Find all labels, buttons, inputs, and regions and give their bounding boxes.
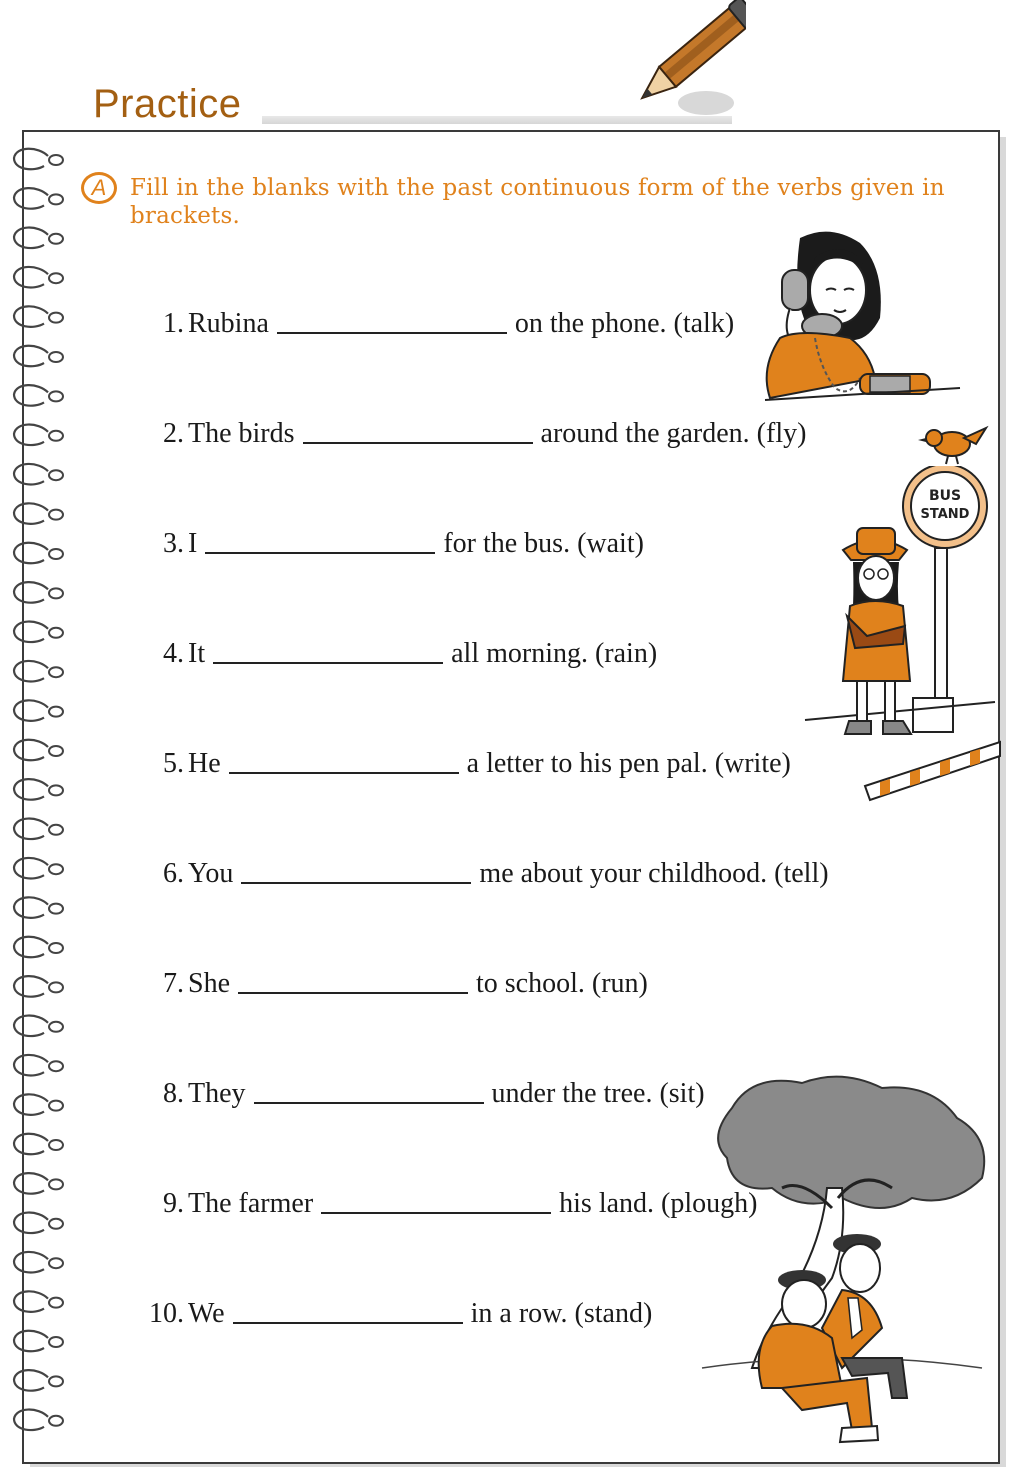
spiral-ring — [14, 188, 63, 209]
exercise-marker: A — [81, 172, 117, 204]
spiral-ring — [14, 1213, 63, 1234]
spiral-ring — [14, 819, 63, 840]
item-text-after: around the garden. (fly) — [540, 418, 807, 449]
spiral-ring — [14, 1331, 63, 1352]
answer-blank[interactable] — [213, 662, 443, 664]
item-text-after: to school. (run) — [476, 968, 648, 999]
answer-blank[interactable] — [205, 552, 435, 554]
answer-blank[interactable] — [229, 772, 459, 774]
spiral-ring — [14, 1055, 63, 1076]
item-text-before: The birds — [188, 418, 295, 449]
spiral-ring — [14, 503, 63, 524]
spiral-ring — [14, 1252, 63, 1273]
spiral-ring — [14, 779, 63, 800]
spiral-ring — [14, 858, 63, 879]
item-text-before: I — [188, 528, 198, 559]
list-item — [128, 1180, 757, 1220]
list-item — [128, 850, 829, 890]
list-item — [128, 1070, 705, 1110]
answer-blank[interactable] — [254, 1102, 484, 1104]
spiral-ring — [14, 1094, 63, 1115]
item-text-before: She — [188, 968, 230, 999]
bus-stand-illustration — [795, 466, 1005, 806]
spiral-ring — [14, 1173, 63, 1194]
item-number: 4. — [163, 638, 184, 669]
pencil-icon — [616, 0, 746, 130]
item-text-after: under the tree. (sit) — [491, 1078, 705, 1109]
spiral-ring — [14, 582, 63, 603]
list-item — [128, 960, 648, 1000]
spiral-ring — [14, 346, 63, 367]
spiral-ring — [14, 1134, 63, 1155]
item-number: 10. — [149, 1298, 184, 1329]
answer-blank[interactable] — [238, 992, 468, 994]
instruction-text: Fill in the blanks with the past continuous form of the verbs given in brackets. — [130, 175, 945, 229]
item-text-after: for the bus. (wait) — [443, 528, 644, 559]
item-text-before: We — [188, 1298, 225, 1329]
spiral-ring — [14, 228, 63, 249]
spiral-ring — [14, 740, 63, 761]
answer-blank[interactable] — [233, 1322, 463, 1324]
bird-illustration — [914, 418, 994, 468]
item-number: 9. — [163, 1188, 184, 1219]
answer-blank[interactable] — [303, 442, 533, 444]
spiral-ring — [14, 1410, 63, 1431]
spiral-ring — [14, 1291, 63, 1312]
spiral-ring — [14, 425, 63, 446]
item-text-before: You — [188, 858, 234, 889]
item-text-after: a letter to his pen pal. (write) — [466, 748, 791, 779]
item-number: 6. — [163, 858, 184, 889]
list-item — [128, 740, 791, 780]
answer-blank[interactable] — [241, 882, 471, 884]
list-item — [128, 630, 657, 670]
answer-blank[interactable] — [277, 332, 507, 334]
spiral-ring — [14, 937, 63, 958]
spiral-ring — [14, 149, 63, 170]
spiral-ring — [14, 267, 63, 288]
answer-blank[interactable] — [321, 1212, 551, 1214]
item-number: 7. — [163, 968, 184, 999]
spiral-binding — [4, 140, 74, 1440]
item-text-before: Rubina — [188, 308, 269, 339]
spiral-ring — [14, 897, 63, 918]
spiral-ring — [14, 661, 63, 682]
item-text-after: all morning. (rain) — [451, 638, 658, 669]
boys-under-tree-illustration — [692, 1068, 992, 1450]
item-text-before: He — [188, 748, 221, 779]
page-title: Practice — [93, 82, 242, 126]
spiral-ring — [14, 306, 63, 327]
spiral-ring — [14, 1016, 63, 1037]
spiral-ring — [14, 464, 63, 485]
list-item — [128, 410, 806, 450]
spiral-ring — [14, 385, 63, 406]
list-item — [128, 1290, 652, 1330]
spiral-ring — [14, 543, 63, 564]
item-number: 3. — [163, 528, 184, 559]
item-number: 1. — [163, 308, 184, 339]
list-item — [128, 520, 644, 560]
item-text-after: his land. (plough) — [559, 1188, 758, 1219]
list-item — [128, 300, 734, 340]
spiral-ring — [14, 976, 63, 997]
item-text-after: on the phone. (talk) — [514, 308, 735, 339]
spiral-ring — [14, 1370, 63, 1391]
spiral-ring — [14, 700, 63, 721]
item-number: 8. — [163, 1078, 184, 1109]
item-text-before: They — [188, 1078, 246, 1109]
svg-text:BUS: BUS — [928, 488, 962, 504]
item-number: 5. — [163, 748, 184, 779]
item-text-before: The farmer — [188, 1188, 314, 1219]
item-number: 2. — [163, 418, 184, 449]
item-text-after: in a row. (stand) — [470, 1298, 653, 1329]
item-text-before: It — [188, 638, 206, 669]
svg-text:STAND: STAND — [920, 507, 970, 522]
spiral-ring — [14, 622, 63, 643]
item-text-after: me about your childhood. (tell) — [479, 858, 829, 889]
girl-on-phone-illustration — [760, 228, 970, 408]
